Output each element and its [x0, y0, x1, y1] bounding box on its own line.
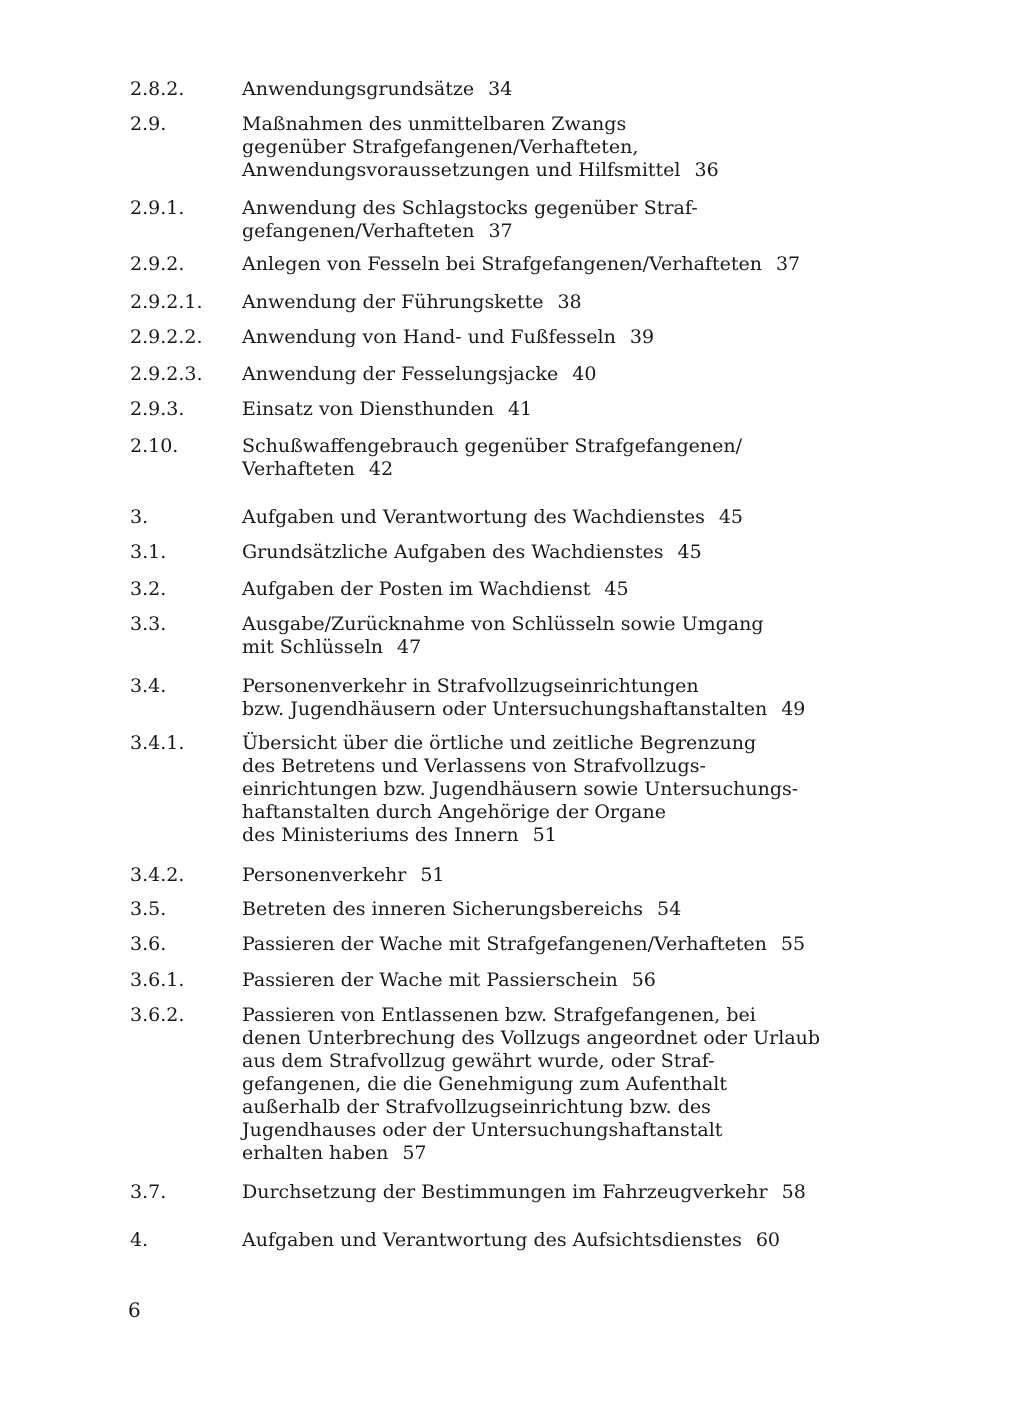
toc-entry-title-text: Anwendung von Hand- und Fußfesseln [242, 326, 616, 348]
toc-entry-title-text: gefangenen/Verhafteten [242, 220, 475, 242]
toc-entry-title-line [242, 458, 882, 481]
toc-entry-title-text: aus dem Strafvollzug gewährt wurde, oder Straf- [242, 1050, 715, 1072]
toc-entry-title [242, 398, 882, 421]
toc-entry-title-text: Übersicht über die örtliche und zeitliche Begrenzung [242, 732, 757, 754]
toc-entry-title [242, 933, 882, 956]
toc-entry-number: 3.1. [130, 541, 167, 563]
toc-entry-title-text: einrichtungen bzw. Jugendhäusern sowie Untersuchungs- [242, 778, 799, 800]
toc-entry-number: 3.6. [130, 933, 167, 955]
toc-entry-title [242, 1004, 882, 1165]
toc-entry-title [242, 864, 882, 887]
toc-entry-number: 3.4.1. [130, 732, 185, 754]
toc-entry-title-text: Maßnahmen des unmittelbaren Zwangs [242, 113, 627, 135]
toc-entry-title-text: haftanstalten durch Angehörige der Organe [242, 801, 666, 823]
toc-entry-title-line [242, 824, 882, 847]
toc-entry-title [242, 291, 882, 314]
toc-entry-number: 3.3. [130, 613, 167, 635]
toc-entry-title-line [242, 1229, 882, 1252]
toc-entry-number: 2.10. [130, 435, 179, 457]
toc-entry-title-text: Anwendung der Führungskette [242, 291, 544, 313]
toc-entry-title-text: Passieren der Wache mit Strafgefangenen/Verhafteten [242, 933, 767, 955]
toc-entry-title-line [242, 732, 882, 755]
toc-entry-number: 2.9.2.1. [130, 291, 203, 313]
toc-entry-page: 42 [368, 458, 394, 480]
toc-entry-title-line [242, 864, 882, 887]
toc-entry-page: 51 [532, 824, 557, 846]
toc-entry-title-line [242, 220, 882, 243]
toc-entry-title-text: Personenverkehr in Strafvollzugseinrichtungen [242, 675, 699, 697]
toc-entry-page: 36 [694, 159, 719, 181]
page-number: 6 [128, 1298, 141, 1322]
toc-entry-page: 47 [397, 636, 422, 658]
toc-entry-title [242, 113, 882, 182]
toc-entry-title-line [242, 1073, 882, 1096]
toc-entry-title-text: Passieren von Entlassenen bzw. Strafgefangenen, bei [242, 1004, 756, 1026]
toc-entry-title [242, 197, 882, 243]
toc-entry-number: 3.4. [130, 675, 167, 697]
toc-entry-title-line [242, 506, 882, 529]
toc-entry-title [242, 506, 882, 529]
toc-entry-title-text: mit Schlüsseln [242, 636, 384, 658]
toc-entry-number: 2.9.1. [130, 197, 185, 219]
toc-entry-title-line [242, 113, 882, 136]
toc-entry-page: 34 [488, 78, 513, 100]
toc-entry-page: 37 [488, 220, 513, 242]
toc-entry-page: 54 [657, 898, 682, 920]
toc-entry-page: 38 [557, 291, 582, 313]
toc-entry-title-line [242, 159, 882, 182]
toc-entry-title-text: Durchsetzung der Bestimmungen im Fahrzeugverkehr [242, 1181, 768, 1203]
toc-entry-title-line [242, 326, 882, 349]
toc-entry-number: 3.6.2. [130, 1004, 185, 1026]
toc-entry-title-text: Ausgabe/Zurücknahme von Schlüsseln sowie Umgang [242, 613, 764, 635]
toc-entry-title [242, 898, 882, 921]
toc-entry-page: 41 [507, 398, 533, 420]
toc-entry-page: 49 [781, 698, 806, 720]
toc-entry-number: 2.9.2. [130, 253, 185, 275]
toc-entry-number: 2.9.2.3. [130, 363, 203, 385]
toc-entry-title [242, 732, 882, 847]
toc-entry-page: 37 [775, 253, 801, 275]
toc-entry-page: 55 [780, 933, 806, 955]
toc-entry-title [242, 363, 882, 386]
toc-entry-title-text: Personenverkehr [242, 864, 407, 886]
toc-entry-title-line [242, 578, 882, 601]
toc-entry-page: 45 [604, 578, 629, 600]
toc-entry-title-text: Jugendhauses oder der Untersuchungshaftanstalt [242, 1119, 723, 1141]
toc-entry-title-text: Anwendungsgrundsätze [242, 78, 475, 100]
toc-entry-title-line [242, 1181, 882, 1204]
toc-entry-title-line [242, 613, 882, 636]
toc-entry-title-line [242, 435, 882, 458]
toc-entry-title [242, 1229, 882, 1252]
toc-entry-title-text: Aufgaben und Verantwortung des Aufsichtsdienstes [242, 1229, 742, 1251]
toc-entry-title-text: gegenüber Strafgefangenen/Verhafteten, [242, 136, 639, 158]
toc-entry-title-line [242, 675, 882, 698]
toc-entry-number: 3.4.2. [130, 864, 185, 886]
toc-entry-title [242, 1181, 882, 1204]
toc-entry-title-line [242, 1050, 882, 1073]
toc-entry-title-line [242, 1096, 882, 1119]
toc-entry-title [242, 613, 882, 659]
toc-entry-title-line [242, 755, 882, 778]
toc-entry-title-text: des Ministeriums des Innern [242, 824, 519, 846]
toc-entry-title-line [242, 136, 882, 159]
toc-entry-number: 4. [130, 1229, 149, 1251]
toc-entry-number: 2.8.2. [130, 78, 185, 100]
toc-entry-title-text: bzw. Jugendhäusern oder Untersuchungshaftanstalten [242, 698, 768, 720]
toc-entry-number: 3. [130, 506, 149, 528]
toc-entry-title-text: Aufgaben der Posten im Wachdienst [242, 578, 591, 600]
toc-entry-title-text: Anwendung der Fesselungsjacke [242, 363, 559, 385]
toc-entry-title-line [242, 398, 882, 421]
toc-entry-title-line [242, 1004, 882, 1027]
toc-entry-page: 56 [631, 969, 656, 991]
toc-entry-title-line [242, 197, 882, 220]
toc-entry-title-text: außerhalb der Strafvollzugseinrichtung bzw. des [242, 1096, 711, 1118]
toc-entry-page: 51 [420, 864, 445, 886]
toc-entry-page: 58 [781, 1181, 806, 1203]
toc-entry-title-line [242, 363, 882, 386]
toc-entry-number: 2.9.2.2. [130, 326, 203, 348]
toc-entry-title-line [242, 253, 882, 276]
toc-entry-title-text: Aufgaben und Verantwortung des Wachdienstes [242, 506, 705, 528]
toc-entry-title-line [242, 541, 882, 564]
toc-entry-title-line [242, 636, 882, 659]
toc-entry-title-line [242, 1027, 882, 1050]
toc-entry-title-text: Verhafteten [242, 458, 355, 480]
toc-entry-page: 57 [402, 1142, 427, 1164]
toc-entry-number: 3.5. [130, 898, 167, 920]
toc-entry-title-line [242, 78, 882, 101]
toc-entry-title [242, 541, 882, 564]
toc-entry-title-line [242, 933, 882, 956]
toc-entry-title-line [242, 291, 882, 314]
toc-entry-title-line [242, 698, 882, 721]
toc-entry-title [242, 578, 882, 601]
toc-entry-title-text: Grundsätzliche Aufgaben des Wachdienstes [242, 541, 664, 563]
toc-entry-page: 45 [718, 506, 744, 528]
toc-entry-number: 3.6.1. [130, 969, 185, 991]
toc-entry-title-line [242, 1119, 882, 1142]
toc-entry-page: 45 [677, 541, 702, 563]
toc-entry-number: 3.2. [130, 578, 167, 600]
toc-entry-title-text: Anwendung des Schlagstocks gegenüber Straf- [242, 197, 698, 219]
toc-entry-title [242, 969, 882, 992]
toc-entry-number: 3.7. [130, 1181, 167, 1203]
toc-entry-title-line [242, 1142, 882, 1165]
toc-entry-title-text: Anlegen von Fesseln bei Strafgefangenen/Verhafteten [242, 253, 762, 275]
toc-entry-title-text: des Betretens und Verlassens von Strafvollzugs- [242, 755, 706, 777]
toc-entry-title-text: Passieren der Wache mit Passierschein [242, 969, 618, 991]
toc-entry-title-text: Schußwaffengebrauch gegenüber Strafgefangenen/ [242, 435, 742, 457]
toc-entry-title [242, 78, 882, 101]
toc-entry-title-line [242, 898, 882, 921]
toc-entry-number: 2.9.3. [130, 398, 185, 420]
toc-entry-title-text: denen Unterbrechung des Vollzugs angeordnet oder Urlaub [242, 1027, 821, 1049]
toc-entry-title-text: Anwendungsvoraussetzungen und Hilfsmittel [242, 159, 681, 181]
toc-entry-title [242, 435, 882, 481]
toc-entry-title-text: gefangenen, die die Genehmigung zum Aufenthalt [242, 1073, 728, 1095]
toc-entry-title [242, 253, 882, 276]
toc-entry-page: 60 [755, 1229, 781, 1251]
toc-entry-number: 2.9. [130, 113, 167, 135]
toc-entry-title-line [242, 969, 882, 992]
toc-entry-title-line [242, 778, 882, 801]
toc-entry-title-text: Einsatz von Diensthunden [242, 398, 494, 420]
toc-entry-page: 40 [572, 363, 597, 385]
toc-entry-title-text: Betreten des inneren Sicherungsbereichs [242, 898, 644, 920]
toc-entry-title-line [242, 801, 882, 824]
toc-entry-title [242, 675, 882, 721]
toc-entry-title-text: erhalten haben [242, 1142, 389, 1164]
toc-entry-title [242, 326, 882, 349]
toc-entry-page: 39 [629, 326, 655, 348]
